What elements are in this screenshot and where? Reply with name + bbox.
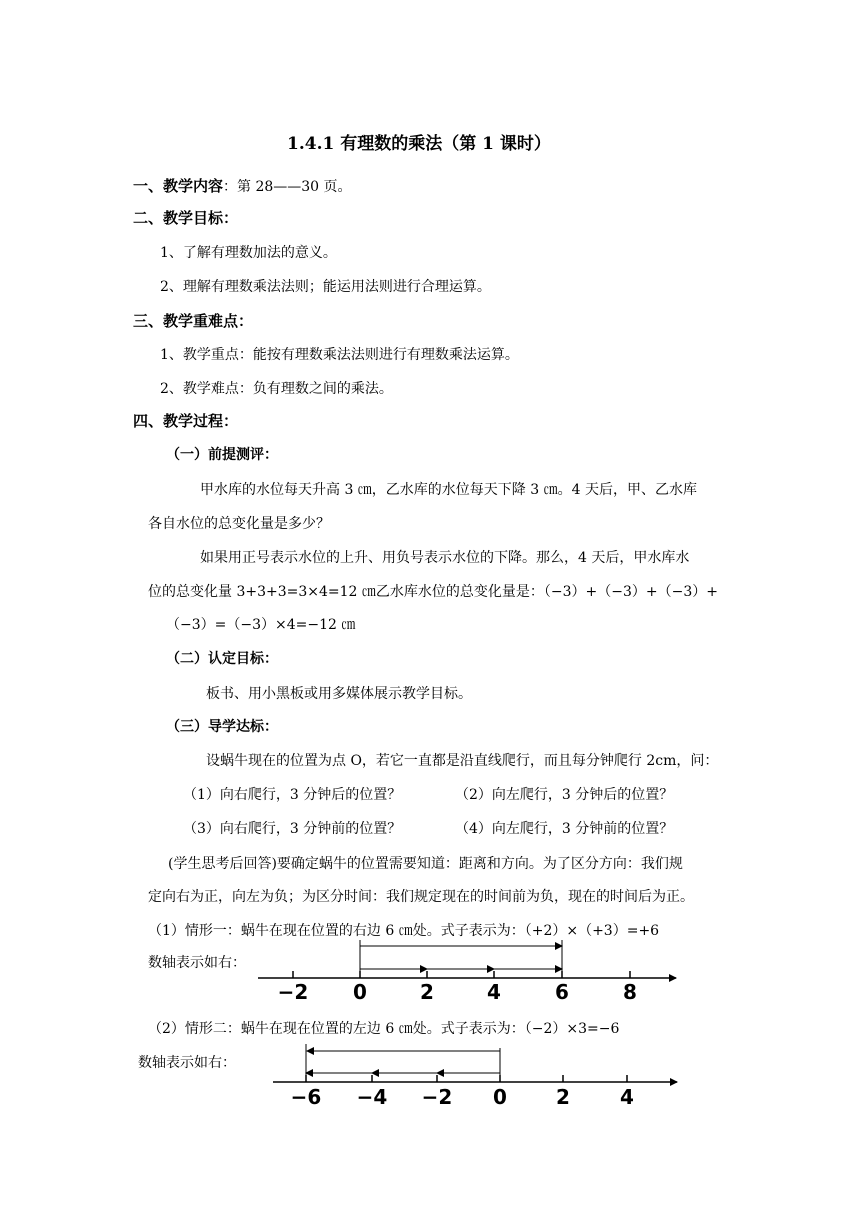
tick-label: 8 xyxy=(623,980,637,1004)
question-item: （3）向右爬行，3 分钟前的位置？ xyxy=(183,821,402,837)
paragraph-line: 各自水位的总变化量是多少？ xyxy=(148,516,330,532)
tick-label: 6 xyxy=(555,980,569,1004)
paragraph-line: 如果用正号表示水位的上升、用负号表示水位的下降。那么，4 天后，甲水库水 xyxy=(200,550,690,566)
paragraph-line: （−3）=（−3）×4=−12 ㎝ xyxy=(166,617,356,633)
tick-label: 4 xyxy=(487,980,501,1004)
list-item: 1、教学重点：能按有理数乘法法则进行有理数乘法运算。 xyxy=(160,347,519,363)
number-line-2 xyxy=(265,1040,685,1112)
paragraph-line: 板书、用小黑板或用多媒体展示教学目标。 xyxy=(206,686,472,702)
section-content xyxy=(133,177,352,196)
tick-label: 0 xyxy=(353,980,367,1004)
case-line: （2）情形二：蜗牛在现在位置的左边 6 ㎝处。式子表示为：（−2）×3=−6 xyxy=(148,1021,620,1037)
tick-label: 2 xyxy=(420,980,434,1004)
number-line-1 xyxy=(250,935,690,1007)
paragraph-line: (学生思考后回答)要确定蜗牛的位置需要知道：距离和方向。为了区分方向：我们规 xyxy=(168,856,683,872)
case-line: （1）情形一：蜗牛在现在位置的右边 6 ㎝处。式子表示为：（+2）×（+3）=+6 xyxy=(148,923,660,939)
tick-label: −2 xyxy=(277,980,309,1004)
section-heading: 二、教学目标： xyxy=(133,209,239,227)
subsection-heading: （三）导学达标： xyxy=(166,719,278,735)
section-text: ：第 28——30 页。 xyxy=(223,179,352,195)
paragraph-line: 定向右为正，向左为负；为区分时间：我们规定现在的时间前为负，现在的时间后为正。 xyxy=(148,889,694,905)
document-title: 1.4.1 有理数的乘法（第 1 课时） xyxy=(287,134,551,154)
paragraph-line: 位的总变化量 3+3+3=3×4=12 ㎝乙水库水位的总变化量是：（−3）+（−3）+（−3）+ xyxy=(148,584,719,600)
list-item: 1、了解有理数加法的意义。 xyxy=(160,245,337,261)
tick-label: 2 xyxy=(556,1085,570,1109)
section-heading: 四、教学过程： xyxy=(133,412,239,430)
subsection-heading: （二）认定目标： xyxy=(166,651,278,667)
tick-label: 4 xyxy=(620,1085,634,1109)
question-item: （1）向右爬行，3 分钟后的位置？ xyxy=(183,787,402,803)
question-item: （4）向左爬行，3 分钟前的位置？ xyxy=(455,821,674,837)
paragraph-line: 甲水库的水位每天升高 3 ㎝，乙水库的水位每天下降 3 ㎝。4 天后，甲、乙水库 xyxy=(200,482,697,498)
list-item: 2、教学难点：负有理数之间的乘法。 xyxy=(160,381,393,397)
section-heading: 三、教学重难点： xyxy=(133,312,254,330)
tick-label: −2 xyxy=(421,1085,453,1109)
subsection-heading: （一）前提测评： xyxy=(166,447,278,463)
tick-label: −4 xyxy=(356,1085,388,1109)
question-item: （2）向左爬行，3 分钟后的位置？ xyxy=(455,787,674,803)
list-item: 2、理解有理数乘法法则；能运用法则进行合理运算。 xyxy=(160,279,491,295)
tick-label: 0 xyxy=(493,1085,507,1109)
axis-caption: 数轴表示如右： xyxy=(148,955,246,971)
section-heading: 一、教学内容 xyxy=(133,177,224,195)
axis-caption: 数轴表示如右： xyxy=(138,1055,236,1071)
tick-label: −6 xyxy=(290,1085,322,1109)
paragraph-line: 设蜗牛现在的位置为点 O，若它一直都是沿直线爬行，而且每分钟爬行 2cm，问： xyxy=(206,753,719,769)
